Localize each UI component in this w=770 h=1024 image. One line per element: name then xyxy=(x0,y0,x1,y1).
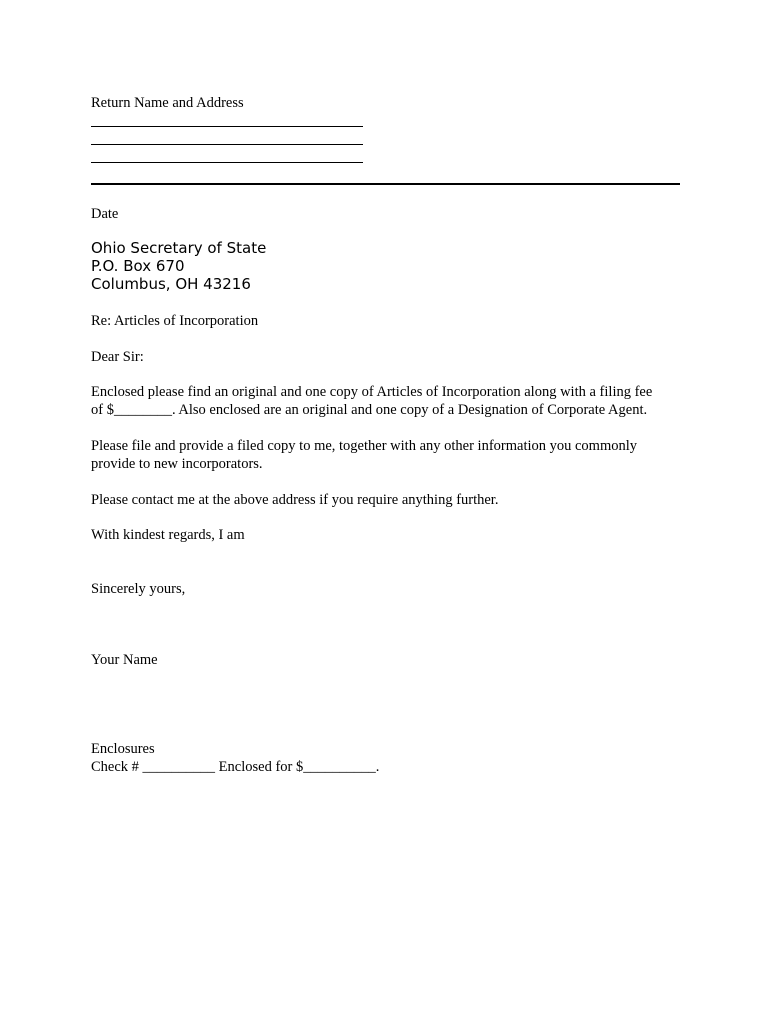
paragraph-enclosed-line-2: of $________. Also enclosed are an original and one copy of a Designation of Corporate Agent. xyxy=(91,402,648,418)
paragraph-contact: Please contact me at the above address if you require anything further. xyxy=(91,492,499,508)
date-label: Date xyxy=(91,206,119,222)
recipient-city: Columbus, OH 43216 xyxy=(91,275,251,293)
signature-name: Your Name xyxy=(91,652,158,668)
recipient-name: Ohio Secretary of State xyxy=(91,239,267,257)
paragraph-request xyxy=(91,437,691,473)
return-address-blank-1 xyxy=(91,126,363,127)
recipient-box: P.O. Box 670 xyxy=(91,257,185,275)
paragraph-request-line-2: provide to new incorporators. xyxy=(91,456,263,472)
return-address-label: Return Name and Address xyxy=(91,95,244,111)
check-line: Check # __________ Enclosed for $__________. xyxy=(91,759,380,775)
salutation: Dear Sir: xyxy=(91,349,144,365)
re-line: Re: Articles of Incorporation xyxy=(91,313,259,329)
paragraph-enclosed xyxy=(91,383,691,419)
paragraph-request-line-1: Please file and provide a filed copy to me, together with any other information you commonly xyxy=(91,438,638,454)
enclosures-label: Enclosures xyxy=(91,741,155,757)
closing-line: With kindest regards, I am xyxy=(91,527,245,543)
header-divider xyxy=(91,183,680,185)
paragraph-enclosed-line-1: Enclosed please find an original and one copy of Articles of Incorporation along with a filing fee xyxy=(91,384,653,400)
sign-off: Sincerely yours, xyxy=(91,581,186,597)
return-address-blank-3 xyxy=(91,162,363,163)
return-address-blank-2 xyxy=(91,144,363,145)
